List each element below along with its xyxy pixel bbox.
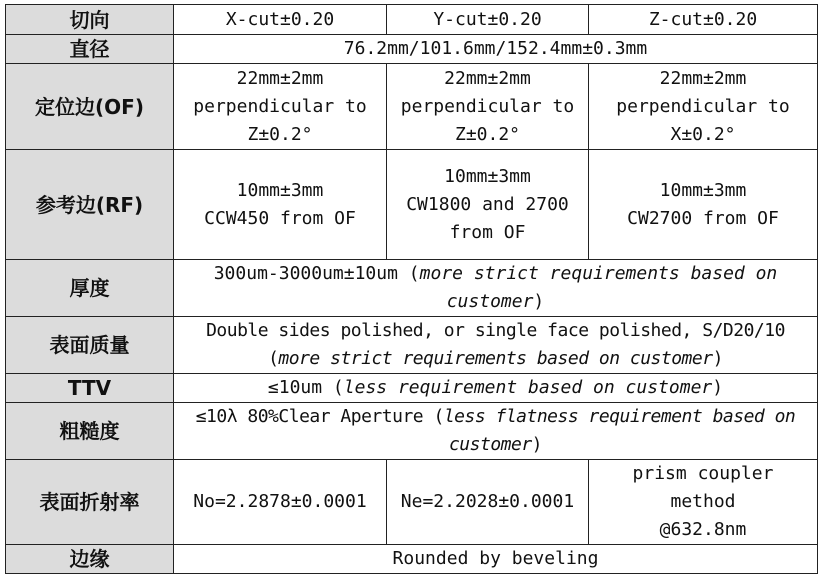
rf-y-line: 10mm±3mm bbox=[444, 165, 531, 187]
spec-table bbox=[5, 4, 818, 574]
row-label-orientation: 切向 bbox=[6, 5, 174, 35]
ttv-note: less requirement based on customer bbox=[343, 377, 713, 398]
row-label-rf: 参考边(RF) bbox=[6, 150, 174, 260]
of-y-line: 22mm±2mm bbox=[444, 67, 531, 89]
of-y-line: perpendicular to bbox=[400, 95, 575, 117]
table-row bbox=[6, 403, 818, 460]
roughness-value: ≤10λ 80%Clear Aperture bbox=[195, 406, 424, 427]
thickness-cell: 300um-3000um±10um (more strict requirements based on customer) bbox=[174, 260, 818, 317]
surface-note: more strict requirements based on customer bbox=[278, 348, 713, 369]
row-label-edge: 边缘 bbox=[6, 545, 174, 574]
rf-y-line: from OF bbox=[449, 221, 526, 243]
of-z-line: 22mm±2mm bbox=[659, 67, 747, 89]
rf-x-line: 10mm±3mm bbox=[236, 179, 324, 201]
row-label-of: 定位边(OF) bbox=[6, 64, 174, 150]
of-y-line: Z±0.2° bbox=[454, 123, 521, 145]
table-row bbox=[6, 35, 818, 64]
of-z-line: perpendicular to bbox=[616, 95, 790, 117]
of-x-line: 22mm±2mm bbox=[236, 67, 324, 89]
surface-value: Double sides polished, or single face polished, S/D20/10 bbox=[206, 320, 785, 341]
row-label-ttv: TTV bbox=[6, 374, 174, 403]
roughness-note: less flatness requirement based on customer bbox=[443, 406, 796, 455]
diameter-value: 76.2mm/101.6mm/152.4mm±0.3mm bbox=[174, 35, 818, 64]
orientation-x-cut: X-cut±0.20 bbox=[174, 5, 387, 35]
of-y-cell bbox=[387, 64, 589, 150]
rf-y-line: CW1800 and 2700 bbox=[406, 193, 569, 215]
table-row bbox=[6, 545, 818, 574]
of-x-line: Z±0.2° bbox=[247, 123, 313, 145]
edge-value: Rounded by beveling bbox=[174, 545, 818, 574]
table-row bbox=[6, 260, 818, 317]
table-row bbox=[6, 374, 818, 403]
refractive-method-line: @632.8nm bbox=[659, 519, 747, 540]
thickness-note: more strict requirements based on customer bbox=[419, 263, 778, 312]
rf-y-cell bbox=[387, 150, 589, 260]
row-label-roughness: 粗糙度 bbox=[6, 403, 174, 460]
of-x-line: perpendicular to bbox=[193, 95, 367, 117]
rf-z-line: 10mm±3mm bbox=[659, 179, 747, 201]
refractive-no: No=2.2878±0.0001 bbox=[174, 460, 387, 545]
roughness-cell: ≤10λ 80%Clear Aperture (less flatness requirement based on customer) bbox=[174, 403, 818, 460]
row-label-thickness: 厚度 bbox=[6, 260, 174, 317]
table-row bbox=[6, 317, 818, 374]
refractive-ne: Ne=2.2028±0.0001 bbox=[387, 460, 589, 545]
surface-cell: Double sides polished, or single face polished, S/D20/10 (more strict requirements based on customer) bbox=[174, 317, 818, 374]
of-z-cell bbox=[589, 64, 818, 150]
row-label-refractive: 表面折射率 bbox=[6, 460, 174, 545]
table-row bbox=[6, 150, 818, 260]
rf-z-line: CW2700 from OF bbox=[627, 207, 779, 229]
refractive-method-cell bbox=[589, 460, 818, 545]
rf-x-line: CCW450 from OF bbox=[204, 207, 356, 229]
refractive-method-line: prism coupler method bbox=[632, 463, 774, 512]
table-row bbox=[6, 5, 818, 35]
row-label-diameter: 直径 bbox=[6, 35, 174, 64]
row-label-surface: 表面质量 bbox=[6, 317, 174, 374]
orientation-z-cut: Z-cut±0.20 bbox=[589, 5, 818, 35]
rf-x-cell bbox=[174, 150, 387, 260]
of-x-cell bbox=[174, 64, 387, 150]
rf-z-cell bbox=[589, 150, 818, 260]
ttv-value: ≤10um bbox=[267, 377, 323, 398]
ttv-cell: ≤10um (less requirement based on customer) bbox=[174, 374, 818, 403]
table-row bbox=[6, 64, 818, 150]
of-z-line: X±0.2° bbox=[670, 123, 736, 145]
thickness-value: 300um-3000um±10um bbox=[213, 263, 398, 284]
orientation-y-cut: Y-cut±0.20 bbox=[387, 5, 589, 35]
table-row bbox=[6, 460, 818, 545]
